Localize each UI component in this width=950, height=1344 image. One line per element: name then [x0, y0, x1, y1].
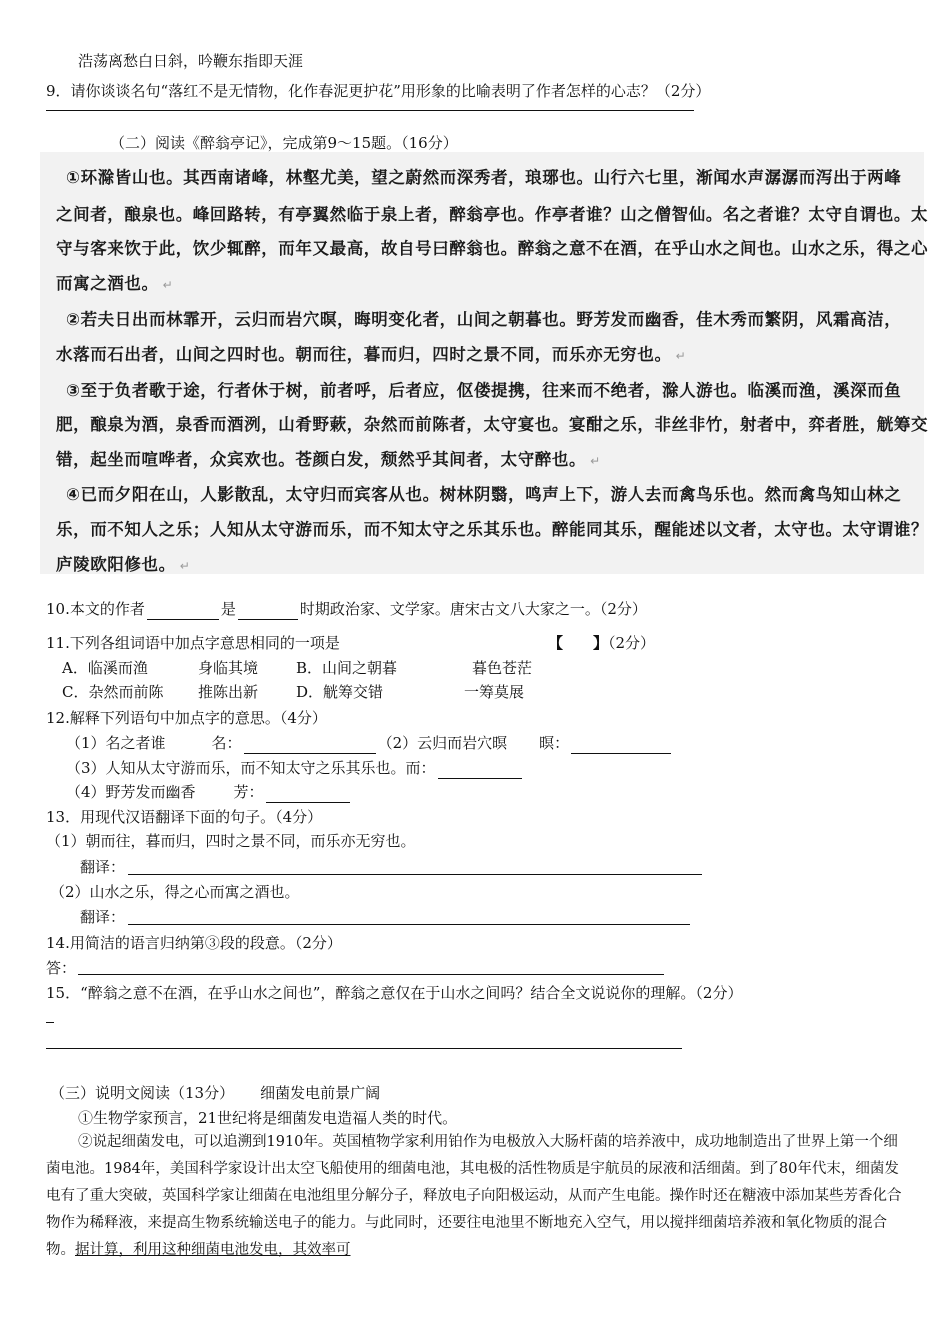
blank-dynasty[interactable]: [238, 603, 298, 620]
passage-line: ④已而夕阳在山，人影散乱，太守归而宾客从也。树林阴翳，鸣声上下，游人去而禽鸟乐也。然而禽鸟知山林之: [66, 485, 902, 504]
blank-q12-2[interactable]: [571, 737, 671, 754]
answer-line-q14[interactable]: [78, 974, 664, 975]
translate-label-1: 翻译：: [80, 858, 126, 876]
underlined-sentence: 据计算，利用这种细菌电池发电，其效率可: [75, 1242, 351, 1258]
passage-line: 肥，酿泉为酒，泉香而酒洌，山肴野蔌，杂然而前陈者，太守宴也。宴酣之乐，非丝非竹，射者中，弈者胜，觥筹交: [56, 415, 929, 434]
q12-item-4: （4）野芳发而幽香 芳：: [66, 781, 352, 803]
passage-line: ②若夫日出而林霏开，云归而岩穴暝，晦明变化者，山间之朝暮也。野芳发而幽香，佳木秀而繁阴，风霜高洁，: [66, 310, 902, 329]
question-15: 15．“醉翁之意不在酒，在乎山水之间也”，醉翁之意仅在于山水之间吗？结合全文说说你的理解。（2分）: [46, 984, 743, 1002]
passage-line: 而寓之酒也。 ↵: [56, 274, 174, 293]
passage-line: 错，起坐而喧哗者，众宾欢也。苍颜白发，颓然乎其间者，太守醉也。 ↵: [56, 450, 601, 469]
blank-q12-4[interactable]: [266, 786, 350, 803]
answer-label-q14: 答：: [46, 959, 77, 977]
passage-line: 水落而石出者，山间之四时也。朝而往，暮而归，四时之景不同，而乐亦无穷也。 ↵: [56, 345, 687, 364]
option-b: B．山间之朝暮: [296, 659, 398, 677]
passage-line: 乐，而不知人之乐；人知从太守游而乐，而不知太守之乐其乐也。醉能同其乐，醒能述以文者，太守也。太守谓谁？: [56, 520, 929, 539]
question-14-stem: 14.用简洁的语言归纳第③段的段意。（2分）: [46, 934, 342, 952]
option-b-pair: 暮色苍茫: [472, 659, 533, 677]
blank-author[interactable]: [147, 603, 219, 620]
poem-line: 浩荡离愁白日斜，吟鞭东指即天涯: [78, 52, 304, 70]
answer-dash-q15: [46, 1022, 54, 1023]
section3-paragraph-1: ①生物学家预言，21世纪将是细菌发电造福人类的时代。: [78, 1109, 458, 1127]
q13-sentence-1: （1）朝而往，暮而归，四时之景不同，而乐亦无穷也。: [46, 832, 416, 850]
section3-paragraph-2: ②说起细菌发电，可以追溯到1910年。英国植物学家利用铂作为电极放入大肠杆菌的培养液中，成功地制造出了世界上第一个细菌电池。1984年，美国科学家设计出太空飞船使用的细菌电池，其电极的活性物质是宇航员的尿液和活细菌。到了80年代末，细菌发电有了重大突破，英国科学家让细菌在电池组里分解分子，释放电子向阳极运动，从而产生电能。操作时还在糖液中添加某些芳香化合物作为稀释液，来提高生物系统输送电子的能力。与此同时，还要往电池里不断地充入空气，用以搅拌细菌培养液和氧化物质的混合物。据计算，利用这种细菌电池发电，其效率可: [46, 1134, 902, 1258]
section3-title: （三）说明文阅读（13分） 细菌发电前景广阔: [50, 1084, 381, 1102]
q12-item-3: （3）人知从太守游而乐，而不知太守之乐其乐也。而：: [66, 757, 524, 779]
question-10: 10.本文的作者 是 时期政治家、文学家。唐宋古文八大家之一。（2分）: [46, 600, 647, 618]
blank-q12-3[interactable]: [438, 762, 522, 779]
q13-sentence-2: （2）山水之乐，得之心而寓之酒也。: [50, 883, 300, 901]
question-11-answer[interactable]: 【 】（2分）: [548, 634, 656, 652]
blank-q12-1[interactable]: [244, 737, 376, 754]
passage-line: 之间者，酿泉也。峰回路转，有亭翼然临于泉上者，醉翁亭也。作亭者谁？山之僧智仙。名之者谁？太守自谓也。太: [56, 205, 929, 224]
q12-item-1: （1）名之者谁 名： （2）云归而岩穴暝 暝：: [66, 732, 673, 754]
option-a-pair: 身临其境: [198, 659, 259, 677]
question-11-stem: 11.下列各组词语中加点字意思相同的一项是: [46, 634, 340, 652]
answer-line-q13-1[interactable]: [128, 874, 702, 875]
option-c-pair: 推陈出新: [198, 683, 259, 701]
option-d: D．觥筹交错: [296, 683, 384, 701]
option-d-pair: 一筹莫展: [464, 683, 525, 701]
passage-line: ③至于负者歌于途，行者休于树，前者呼，后者应，伛偻提携，往来而不绝者，滁人游也。临溪而渔，溪深而鱼: [66, 381, 902, 400]
question-9: 9．请你谈谈名句“落红不是无情物，化作春泥更护花”用形象的比喻表明了作者怎样的心志？（2分）: [46, 82, 711, 100]
answer-line-q13-2[interactable]: [128, 924, 690, 925]
option-a: A．临溪而渔: [62, 659, 148, 677]
question-13-stem: 13．用现代汉语翻译下面的句子。（4分）: [46, 808, 323, 826]
option-c: C．杂然而前陈: [62, 683, 164, 701]
question-12-stem: 12.解释下列语句中加点字的意思。（4分）: [46, 709, 327, 727]
section2-title: （二）阅读《醉翁亭记》，完成第9～15题。（16分）: [110, 134, 458, 152]
passage-line: ①环滁皆山也。其西南诸峰，林壑尤美，望之蔚然而深秀者，琅琊也。山行六七里，渐闻水声潺潺而泻出于两峰: [66, 168, 902, 187]
answer-line-q15[interactable]: [46, 1048, 682, 1049]
answer-line-q9[interactable]: [46, 110, 694, 111]
passage-line: 庐陵欧阳修也。 ↵: [56, 555, 191, 574]
passage-line: 守与客来饮于此，饮少辄醉，而年又最高，故自号曰醉翁也。醉翁之意不在酒，在乎山水之间也。山水之乐，得之心: [56, 239, 929, 258]
translate-label-2: 翻译：: [80, 908, 126, 926]
